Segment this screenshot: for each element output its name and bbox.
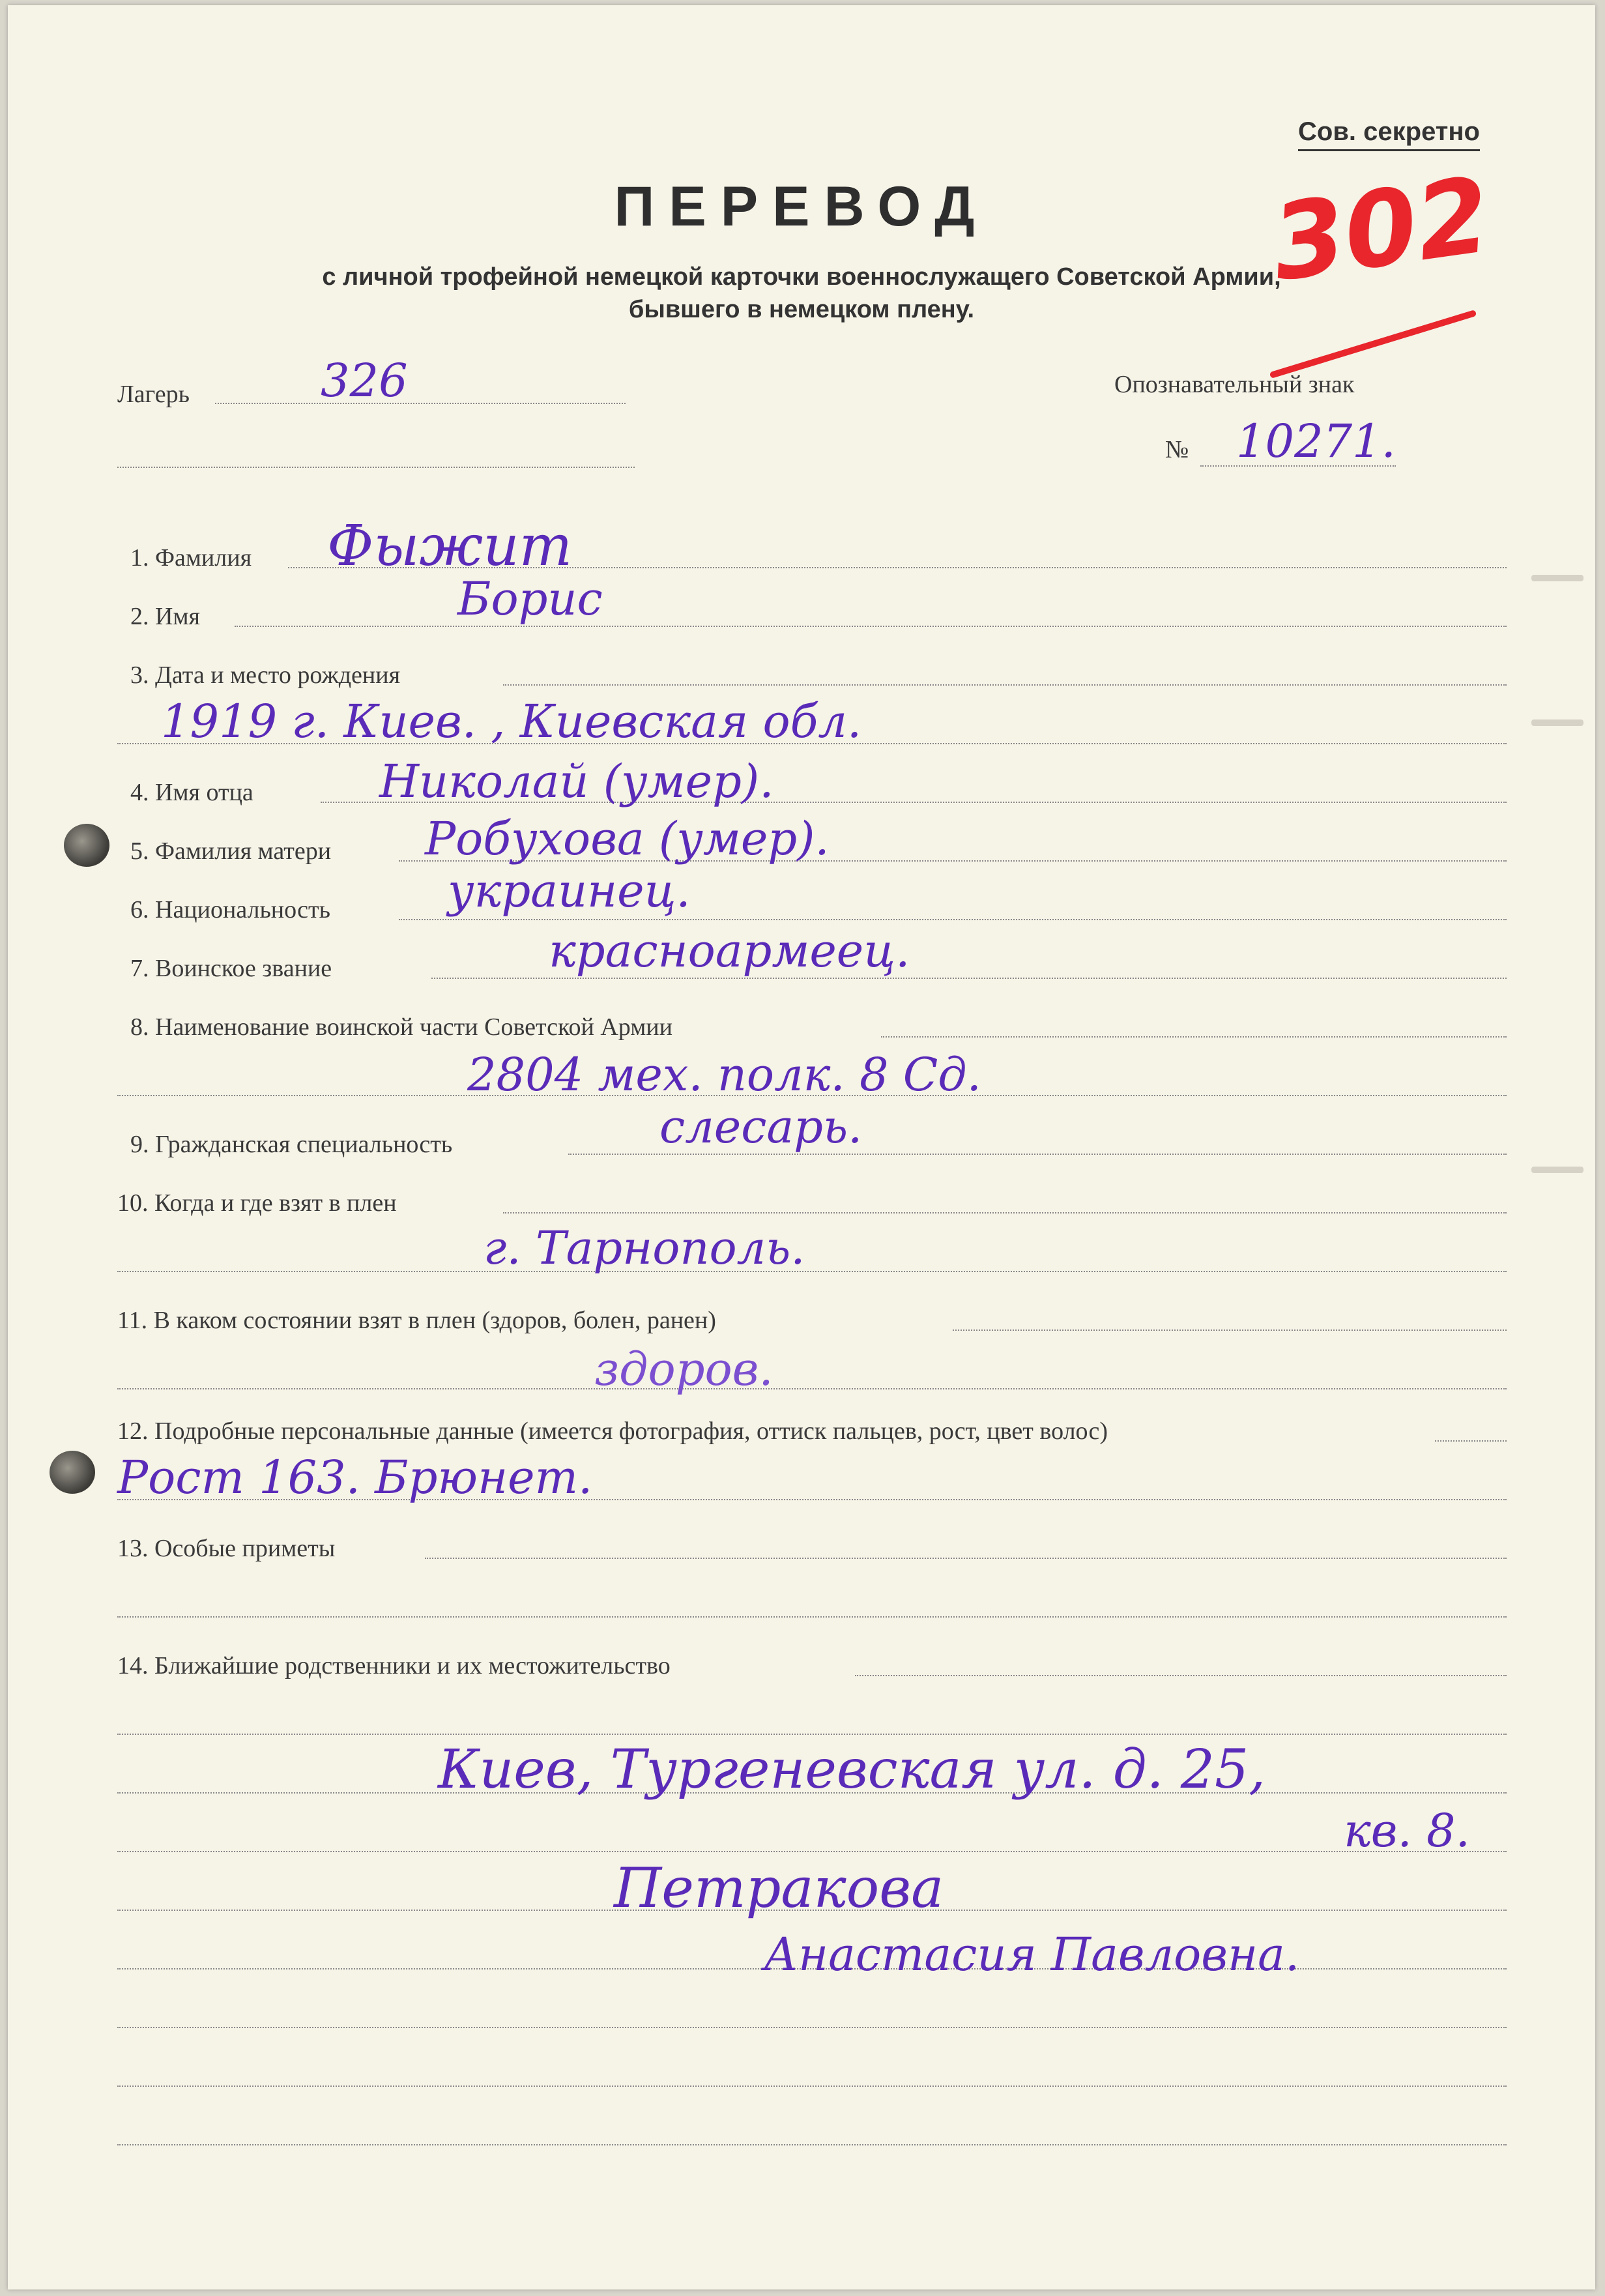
field-birth-label: 3. Дата и место рождения bbox=[130, 661, 401, 689]
field-profession-value: слесарь. bbox=[659, 1100, 863, 1154]
subtitle-line-2: бывшего в немецком плену. bbox=[628, 296, 975, 323]
field-features-rule bbox=[425, 1558, 1507, 1559]
field-captured-label: 10. Когда и где взят в плен bbox=[117, 1189, 397, 1217]
field-unit-label: 8. Наименование воинской части Советской Армии bbox=[130, 1013, 672, 1041]
field-relatives-label: 14. Ближайшие родственники и их местожительство bbox=[117, 1652, 671, 1679]
field-surname-label: 1. Фамилия bbox=[130, 544, 252, 572]
field-captured-rule-2 bbox=[117, 1271, 1507, 1272]
field-condition-rule-2 bbox=[117, 1388, 1507, 1389]
field-unit-value: 2804 мех. полк. 8 Сд. bbox=[467, 1048, 981, 1101]
id-number-sign: № bbox=[1165, 436, 1189, 463]
field-relatives-rule bbox=[855, 1675, 1507, 1676]
id-tag-label: Опознавательный знак bbox=[1114, 371, 1355, 398]
field-features-rule-2 bbox=[117, 1616, 1507, 1618]
subtitle-line-1: с личной трофейной немецкой карточки военнослужащего Советской Армии, bbox=[322, 263, 1281, 291]
field-rank-label: 7. Воинское звание bbox=[130, 955, 332, 982]
field-birth-value: 1919 г. Киев. , Киевская обл. bbox=[161, 695, 862, 748]
camp-rule bbox=[215, 403, 626, 404]
field-personal-label: 12. Подробные персональные данные (имеется фотография, оттиск пальцев, рост, цвет волос) bbox=[117, 1417, 1108, 1445]
relatives-address-line: Киев, Тургеневская ул. д. 25, bbox=[438, 1739, 1266, 1801]
field-mother-value: Робухова (умер). bbox=[425, 812, 830, 865]
field-rank-value: красноармеец. bbox=[549, 924, 910, 978]
field-captured-rule bbox=[503, 1212, 1507, 1213]
relatives-rule-7 bbox=[117, 2027, 1507, 2028]
field-nationality-rule bbox=[399, 919, 1507, 920]
relatives-rule-8 bbox=[117, 2085, 1507, 2087]
field-name-value: Борис bbox=[457, 572, 603, 626]
field-profession-label: 9. Гражданская специальность bbox=[130, 1131, 453, 1158]
field-captured-value: г. Тарнополь. bbox=[484, 1221, 805, 1275]
relatives-rule-2 bbox=[117, 1734, 1507, 1735]
camp-rule-2 bbox=[117, 467, 635, 468]
classification-mark: Сов. секретно bbox=[1298, 117, 1480, 151]
field-condition-value: здоров. bbox=[594, 1343, 774, 1396]
field-name-rule bbox=[235, 626, 1507, 627]
field-personal-value: Рост 163. Брюнет. bbox=[117, 1451, 593, 1504]
punch-hole-top bbox=[64, 824, 109, 867]
field-name-label: 2. Имя bbox=[130, 603, 200, 630]
field-surname-value: Фыжит bbox=[327, 514, 573, 579]
relatives-surname-line: Петракова bbox=[614, 1856, 944, 1920]
field-nationality-value: украинец. bbox=[448, 864, 691, 918]
red-number-stamp: 302 bbox=[1264, 153, 1497, 305]
document-title: ПЕРЕВОД bbox=[614, 175, 989, 238]
edge-mark bbox=[1531, 575, 1583, 581]
field-birth-rule bbox=[503, 684, 1507, 686]
punch-hole-bottom bbox=[50, 1451, 95, 1494]
field-profession-rule bbox=[568, 1154, 1507, 1155]
camp-value: 326 bbox=[321, 354, 408, 407]
relatives-apartment-line: кв. 8. bbox=[1344, 1804, 1470, 1857]
field-nationality-label: 6. Национальность bbox=[130, 896, 330, 923]
field-condition-label: 11. В каком состоянии взят в плен (здоров, болен, ранен) bbox=[117, 1307, 716, 1334]
field-father-value: Николай (умер). bbox=[379, 755, 774, 808]
edge-mark bbox=[1531, 719, 1583, 726]
edge-mark bbox=[1531, 1167, 1583, 1173]
field-condition-rule bbox=[953, 1330, 1507, 1331]
document-sheet bbox=[8, 5, 1595, 2289]
field-mother-label: 5. Фамилия матери bbox=[130, 837, 332, 865]
relatives-rule-9 bbox=[117, 2144, 1507, 2145]
field-personal-rule bbox=[1435, 1440, 1507, 1442]
relatives-rule-4 bbox=[117, 1851, 1507, 1852]
camp-label: Лагерь bbox=[117, 381, 190, 408]
relatives-name-line: Анастасия Павловна. bbox=[764, 1928, 1300, 1981]
field-unit-rule bbox=[881, 1036, 1507, 1038]
field-rank-rule bbox=[431, 978, 1507, 979]
id-tag-value: 10271. bbox=[1236, 414, 1396, 468]
field-father-label: 4. Имя отца bbox=[130, 779, 253, 806]
field-features-label: 13. Особые приметы bbox=[117, 1535, 336, 1562]
